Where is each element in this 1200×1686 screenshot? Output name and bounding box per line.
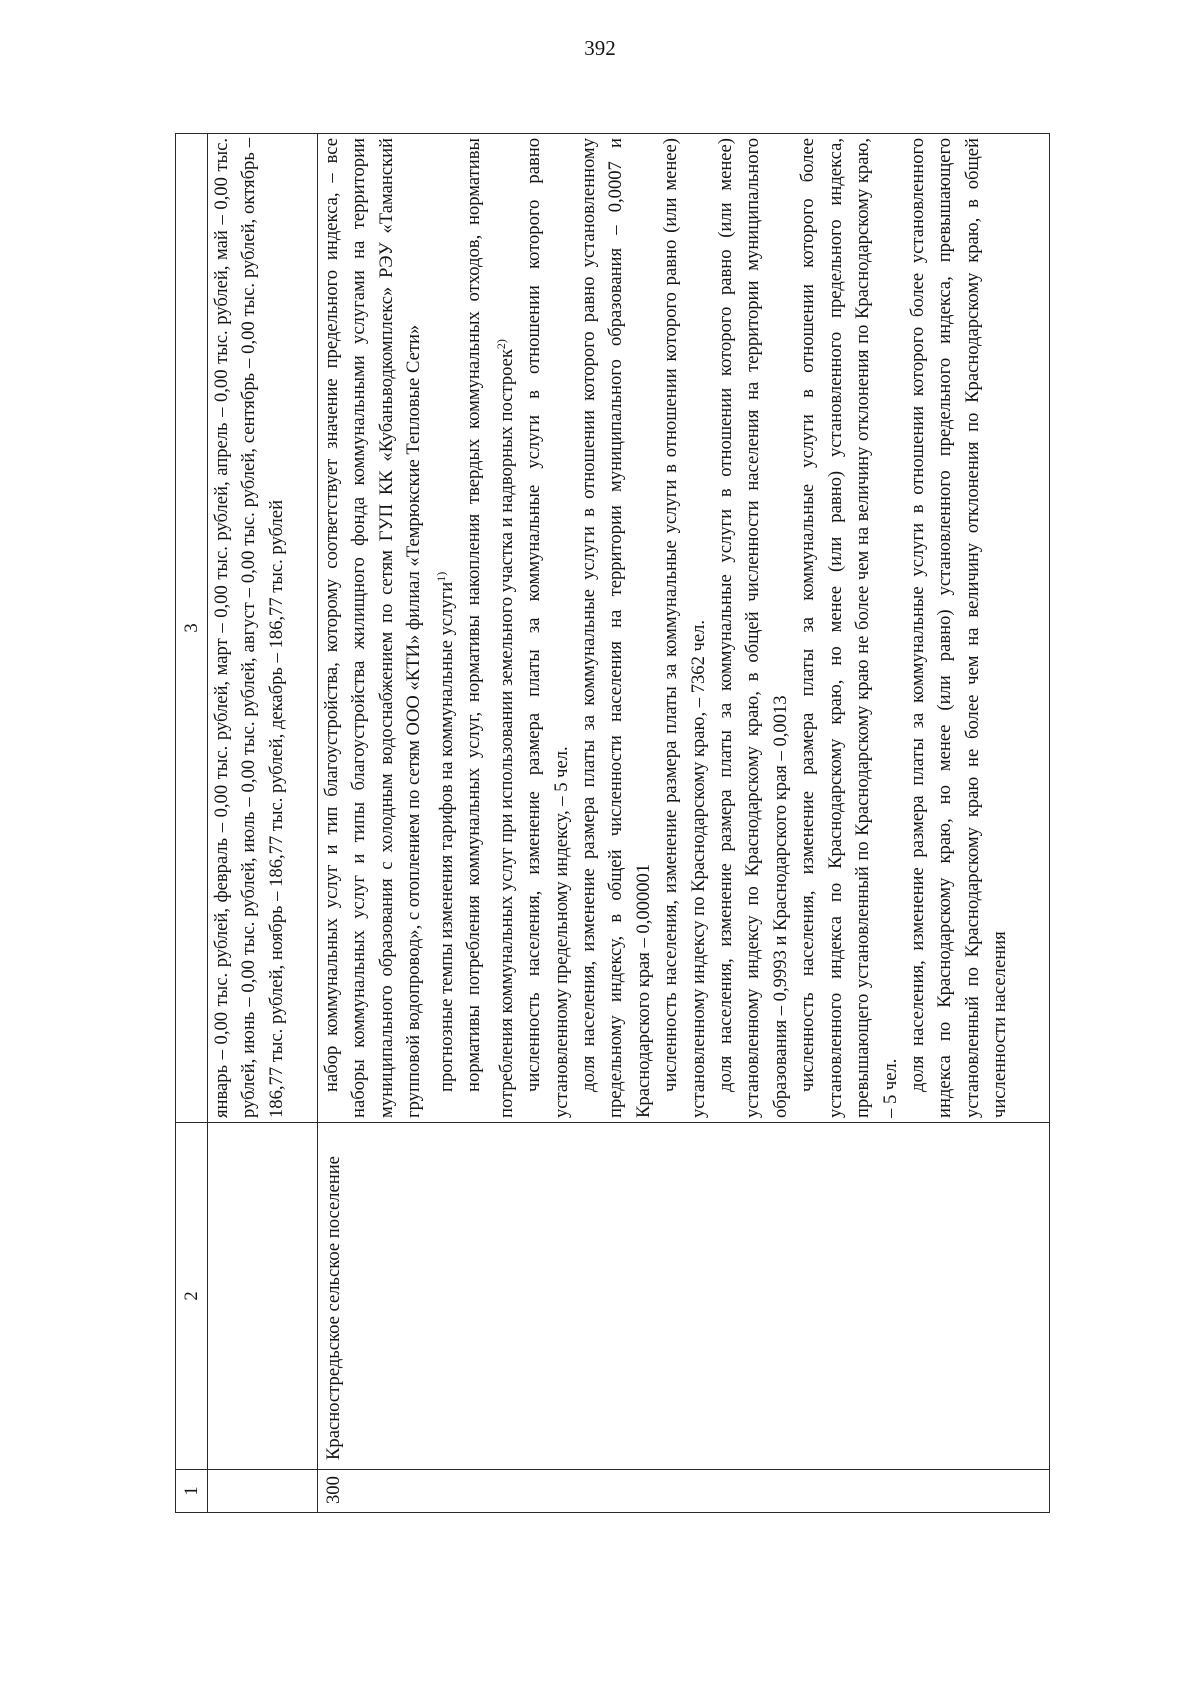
header-col-3: 3 <box>176 134 208 1123</box>
continuation-cell-2 <box>208 1123 318 1470</box>
page-number: 392 <box>584 36 616 60</box>
continuation-text: январь – 0,00 тыс. рублей, февраль – 0,00 тыс. рублей, март – 0,00 тыс. рублей, апрель – 0,00 тыс. рублей, май – 0,00 тыс. рублей, июнь – 0,00 тыс. рублей, июль – 0,00 тыс. рублей, август – 0,00 тыс. рублей, сентябрь – 0,00 тыс. рублей, октябрь – 186,77 тыс. рублей, ноябрь – 186,77 тыс. рублей, декабрь – 186,77 тыс. рублей <box>208 134 318 1123</box>
paragraph-consumption-norms <box>460 138 520 1118</box>
row-number: 300 <box>318 1470 1050 1513</box>
paragraph-population-less: численность населения, изменение размера платы за коммунальные услуги в отношении которого равно (или менее) установленному индексу по Краснодарскому краю, – 7362 чел. <box>660 138 709 1118</box>
footnote-marker-1: 1) <box>433 571 448 582</box>
paragraph-tariff-forecast <box>428 138 461 1118</box>
table-row <box>318 134 1050 1513</box>
table-row-continuation <box>208 134 318 1513</box>
rotated-table-wrapper <box>175 134 1050 1513</box>
footnote-marker-2: 2) <box>493 339 508 350</box>
continuation-cell-1 <box>208 1470 318 1513</box>
paragraph-consumption-norms-text: нормативы потребления коммунальных услуг, нормативы накопления твердых коммунальных отходов, нормативы потребления коммунальных услуг при использовании земельного участка и надворных построек <box>463 138 517 1118</box>
header-col-2: 2 <box>176 1123 208 1470</box>
paragraph-share-less: доля населения, изменение размера платы за коммунальные услуги в отношении которого равно (или менее) установленному индексу по Краснодарскому краю, в общей численности населения на территории муниципального образования – 0,9993 и Краснодарского края – 0,0013 <box>715 138 791 1118</box>
paragraph-service-set: набор коммунальных услуг и тип благоустройства, которому соответствует значение предельного индекса, – все наборы коммунальных услуг и типы благоустройства жилищного фонда коммунальными услугами на территории муниципального образования с холодным водоснабжением по сетям ГУП КК «Кубаньводкомплекс» РЭУ «Таманский групповой водопровод», с отоплением по сетям ООО «КТИ» филиал «Темрюкские Тепловые Сети» <box>321 138 425 1118</box>
paragraph-population-more: численность населения, изменение размера платы за коммунальные услуги в отношении которого более установленного индекса по Краснодарскому краю, но менее (или равно) установленного предельного индекса, превышающего установленный по Краснодарскому краю не более чем на величину отклонения по Краснодарскому краю, – 5 чел. <box>797 138 901 1118</box>
paragraph-share-more: доля населения, изменение размера платы за коммунальные услуги в отношении которого более установленного индекса по Краснодарскому краю, но менее (или равно) установленного предельного индекса, превышающего установленный по Краснодарскому краю не более чем на величину отклонения по Краснодарскому краю, в общей численности населения <box>906 138 1011 1118</box>
data-table <box>175 133 1050 1513</box>
paragraph-tariff-forecast-text: прогнозные темпы изменения тарифов на коммунальные услуги <box>435 581 457 1092</box>
row-description <box>318 134 1050 1123</box>
row-name: Красностредьское сельское поселение <box>318 1123 1050 1470</box>
paragraph-population-equal: численность населения, изменение размера платы за коммунальные услуги в отношении которого равно установленному предельному индексу, – 5 чел. <box>523 138 572 1118</box>
paragraph-share-equal: доля населения, изменение размера платы за коммунальные услуги в отношении которого равно установленному предельному индексу, в общей численности населения на территории муниципального образования – 0,0007 и Краснодарского края – 0,000001 <box>578 138 654 1118</box>
header-col-1: 1 <box>176 1470 208 1513</box>
table-header-row <box>176 134 208 1513</box>
